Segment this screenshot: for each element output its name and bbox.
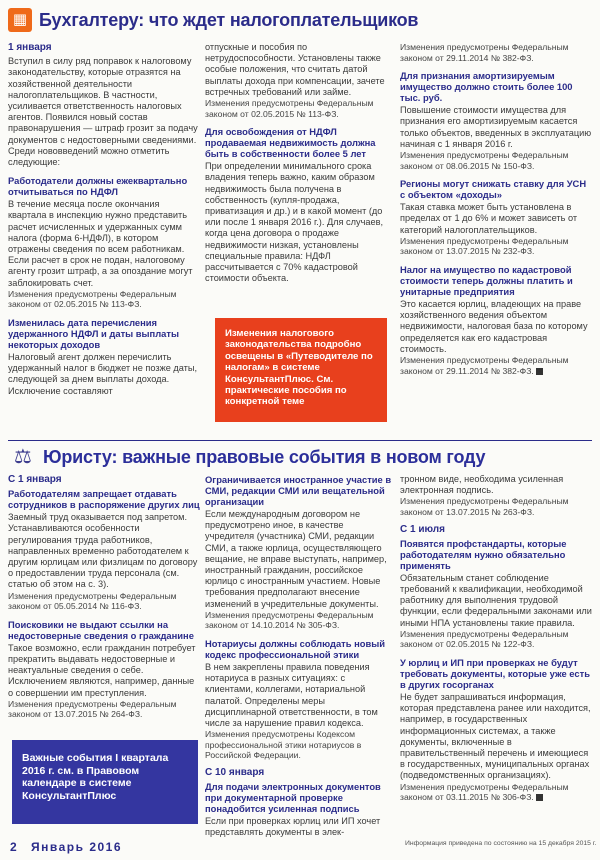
- section-accountant-header: [8, 8, 418, 32]
- article-heading: Работодатели должны ежеквартально отчитываться по НДФЛ: [8, 175, 188, 198]
- article-heading: Для подачи электронных документов при документарной проверке понадобится усиленная подпись: [205, 781, 381, 815]
- law-reference: Изменения предусмотрены Федеральным законом от 02.05.2015 № 113-ФЗ.: [8, 288, 177, 310]
- paragraph: Если международным договором не предусмотрено иное, в качестве учредителя (участника) СМИ, редакции СМИ, а также юрлица, осуществляющего вещание, не вправе выступать, например, иностранный гражданин, российское юрлицо с иностранным участием. Новые требования предполагают внесение изменений в учредительные документы.: [205, 509, 387, 609]
- page-number: 2: [10, 840, 19, 854]
- article-heading: Изменилась дата перечисления удержанного НДФЛ и даты выплаты некоторых доходов: [8, 317, 179, 351]
- section2-column-1: [8, 474, 200, 720]
- article-heading: Нотариусы должны соблюдать новый кодекс профессиональной этики: [205, 638, 386, 661]
- date-heading: С 1 января: [8, 474, 62, 485]
- section-lawyer-header: [8, 446, 485, 468]
- law-reference-text: Изменения предусмотрены Федеральным законом от 29.11.2014 № 382-ФЗ.: [400, 355, 569, 376]
- article-heading: Для освобождения от НДФЛ продаваемая недвижимость должна быть в собственности более 5 лет: [205, 126, 376, 160]
- date-heading: С 1 июля: [400, 523, 445, 535]
- paragraph: Если при проверках юрлиц или ИП хочет представлять документы в элек-: [205, 816, 381, 838]
- issue-month: Январь 2016: [31, 840, 123, 854]
- paragraph: Такое возможно, если гражданин потребует прекратить выдавать недостоверные и неактуальные сведения о себе. Исключением являются, например, данные о совершении им преступления.: [8, 642, 196, 698]
- section2-column-2: [205, 474, 395, 839]
- paragraph: Вступил в силу ряд поправок к налоговому законодательству, которые отразятся на хозяйственной деятельности налогоплательщиков. В частности, усиливается ответственность налоговых агентов. Появился новый состав правонарушения — штраф грозит за подачу документов с недостоверными сведениями. Среди нововведений можно отметить следующие:: [8, 56, 198, 168]
- law-reference: [400, 355, 592, 376]
- article-heading: Ограничивается иностранное участие в СМИ, редакции СМИ или вещательной организации: [205, 474, 392, 507]
- section1-column-3: [400, 42, 592, 376]
- article-heading: Появятся профстандарты, которые работодателям нужно обязательно применять: [400, 537, 567, 571]
- law-reference: [400, 782, 592, 803]
- article-heading: Для признания амортизируемым имущество должно стоить более 100 тыс. руб.: [400, 70, 573, 104]
- page-number-and-month: [10, 840, 122, 854]
- promo-box-tax-guide: Изменения налогового законодательства подробно освещены в «Путеводителе по налогам» в системе КонсультантПлюс. См. практические пособия по конкретной теме: [215, 318, 387, 422]
- article-heading: Регионы могут снижать ставку для УСН с объектом «доходы»: [400, 178, 587, 201]
- paragraph: тронном виде, необходима усиленная электронная подпись.: [400, 474, 564, 496]
- article-heading: Налог на имущество по кадастровой стоимости теперь должны платить и унитарные предприятия: [400, 263, 573, 297]
- promo-box-legal-calendar: Важные события I квартала 2016 г. см. в Правовом календаре в системе КонсультантПлюс: [12, 740, 198, 824]
- law-reference: Изменения предусмотрены Федеральным законом от 14.10.2014 № 305-ФЗ.: [205, 609, 374, 631]
- paragraph: Заемный труд оказывается под запретом. Устанавливаются особенности регулирования труда работников, направленных временно работодателем к другим юрлицам или физлицам по договору о предоставлении труда персонала (см. статью об этом на с. 3).: [8, 512, 198, 590]
- section-lawyer-title: Юристу: важные правовые события в новом году: [43, 446, 486, 467]
- section2-column-3: [400, 474, 592, 803]
- law-reference: Изменения предусмотрены Федеральным законом от 13.07.2015 № 263-ФЗ.: [400, 496, 569, 517]
- section-accountant-title: Бухгалтеру: что ждет налогоплательщиков: [39, 9, 419, 30]
- law-reference: Изменения предусмотрены Федеральным законом от 13.07.2015 № 264-ФЗ.: [8, 698, 177, 720]
- date-heading: С 10 января: [205, 767, 265, 779]
- law-reference: Изменения предусмотрены Федеральным законом от 29.11.2014 № 382-ФЗ.: [400, 42, 569, 63]
- law-reference: Изменения предусмотрены Федеральным законом от 13.07.2015 № 232-ФЗ.: [400, 235, 569, 257]
- article-heading: У юрлиц и ИП при проверках не будут требовать документы, которые уже есть в других госорганах: [400, 657, 590, 690]
- date-heading: 1 января: [8, 42, 52, 53]
- paragraph: Обязательным станет соблюдение требований к квалификации, необходимой работнику для выполнения трудовой функции, если федеральными законами или иными НПА установлены такие правила.: [400, 572, 592, 628]
- end-mark-icon: [536, 368, 543, 375]
- law-reference: Изменения предусмотрены Федеральным законом от 05.05.2014 № 116-ФЗ.: [8, 590, 177, 612]
- paragraph: Это касается юрлиц, владеющих на праве хозяйственного ведения объектом недвижимости, налоговая база по которому определяется как его кадастровая стоимость.: [400, 298, 588, 354]
- article-heading: Работодателям запрещает отдавать сотрудников в распоряжение других лиц: [8, 488, 200, 511]
- paragraph: При определении минимального срока владения теперь важно, каким образом недвижимость была получена в собственность (купля-продажа, приватизация и др.) и в какой момент (до или после 1 января 2016 г.). Для случаев, когда цена договора о продаже недвижимости низкая, установлены специальные правила: НДФЛ рассчитывается с 70% кадастровой стоимости объекта.: [205, 161, 384, 284]
- paragraph: Налоговый агент должен перечислить удержанный налог в бюджет не позже даты, следующей за днем выплаты дохода. Исключение составляют: [8, 352, 198, 396]
- page-footer: [0, 838, 600, 860]
- law-reference: Изменения предусмотрены Федеральным законом от 08.06.2015 № 150-ФЗ.: [400, 150, 569, 171]
- gavel-icon: ⚖: [14, 446, 32, 468]
- paragraph: В нем закреплены правила поведения нотариуса в разных ситуациях: с клиентами, коллегами, нотариальной палатой. Определены меры дисциплинарной ответственности, в том числе за нарушение правил кодекса.: [205, 662, 378, 729]
- law-reference: Изменения предусмотрены Федеральным законом от 02.05.2015 № 122-ФЗ.: [400, 628, 569, 650]
- section1-column-2: [205, 42, 393, 284]
- calculator-icon: ▦: [8, 8, 32, 32]
- law-reference: Изменения предусмотрены Федеральным законом от 02.05.2015 № 113-ФЗ.: [205, 98, 374, 119]
- article-heading: Поисковики не выдают ссылки на недостоверные сведения о гражданине: [8, 618, 194, 641]
- paragraph: Повышение стоимости имущества для признания его амортизируемым касается только объектов, введенных в эксплуатацию начиная с 1 января 2016 г.: [400, 105, 592, 149]
- law-reference-text: Изменения предусмотрены Федеральным законом от 03.11.2015 № 306-ФЗ.: [400, 781, 569, 803]
- section1-column-1: [8, 42, 200, 397]
- paragraph: Такая ставка может быть установлена в пределах от 1 до 6% и может зависеть от категорий налогоплательщиков.: [400, 202, 578, 235]
- footer-note: Информация приведена по состоянию на 15 декабря 2015 г.: [405, 840, 597, 847]
- paragraph: Не будет запрашиваться информация, которая представлена ранее или находится, например, в государственных информационных системах, а также документы, включенные в правительственный перечень и имеющиеся в государственных, муниципальных органах (подведомственных организациях).: [400, 692, 591, 781]
- paragraph: В течение месяца после окончания квартала в инспекцию нужно представить расчет исчисленных и удержанных сумм налога (форма 6-НДФЛ), в котором отражены сведения по всем работникам. Если расчет в срок не подан, налоговому агенту грозит штраф, а за опоздание могут заблокировать счет.: [8, 199, 193, 288]
- section-divider: [8, 440, 592, 441]
- end-mark-icon: [536, 794, 543, 801]
- paragraph: отпускные и пособия по нетрудоспособности. Установлены также особые положения, что считать датой выплаты дохода при компенсации, зачете встречных требований или займе.: [205, 42, 385, 97]
- law-reference: Изменения предусмотрены Кодексом профессиональной этики нотариусов в Российской Федерации.: [205, 729, 362, 761]
